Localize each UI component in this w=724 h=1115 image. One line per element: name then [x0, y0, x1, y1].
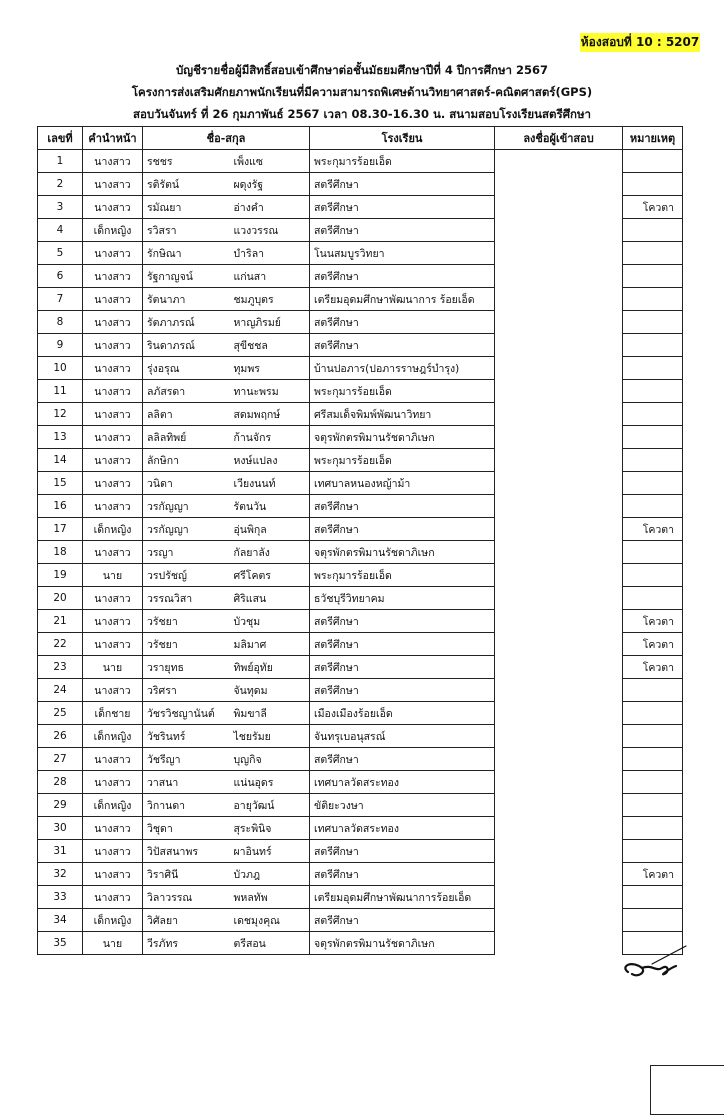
row-school: ศรีสมเด็จพิมพ์พัฒนาวิทยา	[310, 403, 495, 426]
row-last-name: ศรีโคตร	[230, 564, 310, 587]
table-row	[38, 909, 683, 932]
row-number: 29	[38, 794, 83, 817]
row-number: 25	[38, 702, 83, 725]
header-signature: ลงชื่อผู้เข้าสอบ	[495, 127, 623, 150]
row-school: จันทรุเบอนุสรณ์	[310, 725, 495, 748]
row-prefix: นาย	[83, 564, 143, 587]
row-school: สตรีศึกษา	[310, 219, 495, 242]
row-last-name: ทิพย์อุทัย	[230, 656, 310, 679]
row-first-name: วนิดา	[143, 472, 230, 495]
table-row	[38, 679, 683, 702]
row-number: 35	[38, 932, 83, 955]
row-school: สตรีศึกษา	[310, 196, 495, 219]
row-last-name: อายุวัฒน์	[230, 794, 310, 817]
row-prefix: เด็กชาย	[83, 702, 143, 725]
row-school: สตรีศึกษา	[310, 863, 495, 886]
row-last-name: พิมขาลี	[230, 702, 310, 725]
row-number: 1	[38, 150, 83, 173]
row-school: สตรีศึกษา	[310, 311, 495, 334]
row-last-name: หาญภิรมย์	[230, 311, 310, 334]
row-school: สตรีศึกษา	[310, 173, 495, 196]
row-note	[623, 380, 683, 403]
row-last-name: กัลยาลัง	[230, 541, 310, 564]
table-row	[38, 426, 683, 449]
row-prefix: นางสาว	[83, 886, 143, 909]
row-note: โควตา	[623, 656, 683, 679]
row-note: โควตา	[623, 518, 683, 541]
row-first-name: วรัชยา	[143, 633, 230, 656]
row-last-name: แน่นอุดร	[230, 771, 310, 794]
row-prefix: เด็กหญิง	[83, 219, 143, 242]
row-first-name: วริศรา	[143, 679, 230, 702]
table-row	[38, 403, 683, 426]
row-note	[623, 886, 683, 909]
row-first-name: รักษิณา	[143, 242, 230, 265]
row-note	[623, 541, 683, 564]
row-note	[623, 426, 683, 449]
row-prefix: นางสาว	[83, 173, 143, 196]
header-no: เลขที่	[38, 127, 83, 150]
row-school: สตรีศึกษา	[310, 748, 495, 771]
table-row	[38, 886, 683, 909]
row-last-name: เพ็งแซ	[230, 150, 310, 173]
row-note	[623, 173, 683, 196]
row-school: สตรีศึกษา	[310, 495, 495, 518]
row-note	[623, 725, 683, 748]
row-note	[623, 150, 683, 173]
row-note	[623, 840, 683, 863]
row-last-name: บุญกิจ	[230, 748, 310, 771]
row-first-name: วรญา	[143, 541, 230, 564]
row-signature-cell	[650, 1065, 724, 1115]
table-row	[38, 219, 683, 242]
table-row	[38, 541, 683, 564]
row-number: 3	[38, 196, 83, 219]
row-first-name: วรกัญญา	[143, 518, 230, 541]
row-number: 10	[38, 357, 83, 380]
row-number: 30	[38, 817, 83, 840]
row-last-name: สุระพินิจ	[230, 817, 310, 840]
row-first-name: วิลาวรรณ	[143, 886, 230, 909]
row-first-name: วรรณวิสา	[143, 587, 230, 610]
row-note	[623, 587, 683, 610]
table-row	[38, 449, 683, 472]
row-first-name: ลภัสรดา	[143, 380, 230, 403]
row-note	[623, 219, 683, 242]
row-school: สตรีศึกษา	[310, 909, 495, 932]
row-number: 6	[38, 265, 83, 288]
row-number: 21	[38, 610, 83, 633]
table-row	[38, 633, 683, 656]
row-prefix: นางสาว	[83, 196, 143, 219]
row-first-name: วรายุทธ	[143, 656, 230, 679]
row-prefix: เด็กหญิง	[83, 794, 143, 817]
row-last-name: จันทุดม	[230, 679, 310, 702]
table-row	[38, 311, 683, 334]
row-prefix: นางสาว	[83, 449, 143, 472]
row-number: 33	[38, 886, 83, 909]
row-number: 34	[38, 909, 83, 932]
table-row	[38, 380, 683, 403]
row-last-name: เวียงนนท์	[230, 472, 310, 495]
row-prefix: นางสาว	[83, 380, 143, 403]
row-prefix: นางสาว	[83, 150, 143, 173]
candidate-table	[37, 126, 683, 955]
row-school: ขัติยะวงษา	[310, 794, 495, 817]
row-first-name: รติรัตน์	[143, 173, 230, 196]
table-row	[38, 173, 683, 196]
table-row	[38, 150, 683, 173]
row-last-name: มลิมาศ	[230, 633, 310, 656]
table-row	[38, 357, 683, 380]
row-school: สตรีศึกษา	[310, 334, 495, 357]
row-last-name: ชมภูบุตร	[230, 288, 310, 311]
row-last-name: บัวชุม	[230, 610, 310, 633]
row-last-name: บำริลา	[230, 242, 310, 265]
row-prefix: นางสาว	[83, 426, 143, 449]
row-school: จตุรพักตรพิมานรัชดาภิเษก	[310, 426, 495, 449]
header-prefix: คำนำหน้า	[83, 127, 143, 150]
row-school: เทศบาลวัดสระทอง	[310, 771, 495, 794]
row-note: โควตา	[623, 610, 683, 633]
row-first-name: รินดาภรณ์	[143, 334, 230, 357]
row-prefix: นางสาว	[83, 288, 143, 311]
row-number: 7	[38, 288, 83, 311]
row-first-name: วิกานดา	[143, 794, 230, 817]
row-school: เมืองเมืองร้อยเอ็ด	[310, 702, 495, 725]
row-school: สตรีศึกษา	[310, 518, 495, 541]
table-row	[38, 518, 683, 541]
row-school: สตรีศึกษา	[310, 679, 495, 702]
row-last-name: หงษ์แปลง	[230, 449, 310, 472]
table-row	[38, 334, 683, 357]
row-school: โนนสมบูรวิทยา	[310, 242, 495, 265]
row-prefix: เด็กหญิง	[83, 909, 143, 932]
header-note: หมายเหตุ	[623, 127, 683, 150]
row-last-name: อ่างคำ	[230, 196, 310, 219]
row-last-name: ไชยรัมย	[230, 725, 310, 748]
row-first-name: วิราศินี	[143, 863, 230, 886]
row-school: สตรีศึกษา	[310, 656, 495, 679]
table-row	[38, 817, 683, 840]
row-last-name: เดชมุงคุณ	[230, 909, 310, 932]
row-number: 19	[38, 564, 83, 587]
row-prefix: นางสาว	[83, 748, 143, 771]
row-school: เทศบาลวัดสระทอง	[310, 817, 495, 840]
row-note	[623, 794, 683, 817]
row-number: 20	[38, 587, 83, 610]
table-row	[38, 771, 683, 794]
table-row	[38, 748, 683, 771]
row-note	[623, 472, 683, 495]
row-prefix: นาย	[83, 932, 143, 955]
row-school: พระกุมารร้อยเอ็ด	[310, 564, 495, 587]
row-number: 12	[38, 403, 83, 426]
row-note	[623, 334, 683, 357]
row-prefix: เด็กหญิง	[83, 518, 143, 541]
exam-room-label: ห้องสอบที่ 10 : 5207	[580, 33, 700, 52]
table-row	[38, 932, 683, 955]
row-school: จตุรพักตรพิมานรัชดาภิเษก	[310, 932, 495, 955]
row-note	[623, 265, 683, 288]
table-row	[38, 656, 683, 679]
table-row	[38, 242, 683, 265]
row-last-name: พหลทัพ	[230, 886, 310, 909]
row-note	[623, 702, 683, 725]
row-number: 11	[38, 380, 83, 403]
row-note	[623, 564, 683, 587]
row-number: 22	[38, 633, 83, 656]
row-number: 31	[38, 840, 83, 863]
row-note	[623, 311, 683, 334]
row-last-name: ทุมพร	[230, 357, 310, 380]
row-number: 2	[38, 173, 83, 196]
row-note	[623, 817, 683, 840]
table-row	[38, 794, 683, 817]
table-row	[38, 288, 683, 311]
row-first-name: รัฐกาญจน์	[143, 265, 230, 288]
row-school: พระกุมารร้อยเอ็ด	[310, 150, 495, 173]
row-number: 16	[38, 495, 83, 518]
row-last-name: แวงวรรณ	[230, 219, 310, 242]
row-last-name: รัตนวัน	[230, 495, 310, 518]
row-prefix: นางสาว	[83, 472, 143, 495]
row-number: 18	[38, 541, 83, 564]
table-row	[38, 610, 683, 633]
row-first-name: วิปัสสนาพร	[143, 840, 230, 863]
row-prefix: นางสาว	[83, 610, 143, 633]
row-prefix: เด็กหญิง	[83, 725, 143, 748]
row-number: 14	[38, 449, 83, 472]
row-last-name: ก้านจักร	[230, 426, 310, 449]
row-school: พระกุมารร้อยเอ็ด	[310, 380, 495, 403]
row-number: 23	[38, 656, 83, 679]
row-number: 28	[38, 771, 83, 794]
row-first-name: รชชร	[143, 150, 230, 173]
row-school: ธวัชบุรีวิทยาคม	[310, 587, 495, 610]
row-note	[623, 909, 683, 932]
row-first-name: วิศัลยา	[143, 909, 230, 932]
row-first-name: วรปรัชญ์	[143, 564, 230, 587]
row-first-name: รมัณยา	[143, 196, 230, 219]
row-prefix: นางสาว	[83, 863, 143, 886]
row-number: 17	[38, 518, 83, 541]
row-note: โควตา	[623, 863, 683, 886]
row-last-name: สดมพฤกษ์	[230, 403, 310, 426]
table-row	[38, 196, 683, 219]
row-number: 9	[38, 334, 83, 357]
row-prefix: นางสาว	[83, 840, 143, 863]
row-prefix: นางสาว	[83, 817, 143, 840]
row-last-name: ทานะพรม	[230, 380, 310, 403]
table-row	[38, 495, 683, 518]
row-note	[623, 449, 683, 472]
row-prefix: นางสาว	[83, 495, 143, 518]
row-prefix: นางสาว	[83, 679, 143, 702]
row-first-name: ลักษิกา	[143, 449, 230, 472]
table-row	[38, 840, 683, 863]
row-first-name: รุ่งอรุณ	[143, 357, 230, 380]
row-last-name: อุ่นพิกุล	[230, 518, 310, 541]
row-first-name: วัชรวิชญานันต์	[143, 702, 230, 725]
row-note: โควตา	[623, 633, 683, 656]
row-prefix: นางสาว	[83, 771, 143, 794]
row-last-name: บัวภฎ	[230, 863, 310, 886]
row-first-name: วิชุดา	[143, 817, 230, 840]
row-note	[623, 748, 683, 771]
row-prefix: นาย	[83, 656, 143, 679]
signature-mark	[612, 938, 692, 986]
header-school: โรงเรียน	[310, 127, 495, 150]
row-first-name: ลลิตา	[143, 403, 230, 426]
row-school: เตรียมอุดมศึกษาพัฒนาการ ร้อยเอ็ด	[310, 288, 495, 311]
table-row	[38, 863, 683, 886]
row-note	[623, 495, 683, 518]
row-number: 8	[38, 311, 83, 334]
row-school: สตรีศึกษา	[310, 633, 495, 656]
row-prefix: นางสาว	[83, 587, 143, 610]
row-number: 4	[38, 219, 83, 242]
row-prefix: นางสาว	[83, 311, 143, 334]
row-school: บ้านปอภาร(ปอภารราษฎร์บำรุง)	[310, 357, 495, 380]
row-school: สตรีศึกษา	[310, 610, 495, 633]
row-number: 27	[38, 748, 83, 771]
table-row	[38, 472, 683, 495]
row-number: 5	[38, 242, 83, 265]
row-note	[623, 242, 683, 265]
row-note	[623, 771, 683, 794]
row-prefix: นางสาว	[83, 357, 143, 380]
header-name: ชื่อ-สกุล	[143, 127, 310, 150]
row-school: เตรียมอุดมศึกษาพัฒนาการร้อยเอ็ด	[310, 886, 495, 909]
row-last-name: ศิริแสน	[230, 587, 310, 610]
row-number: 15	[38, 472, 83, 495]
row-school: พระกุมารร้อยเอ็ด	[310, 449, 495, 472]
row-school: เทศบาลหนองหญ้าม้า	[310, 472, 495, 495]
row-first-name: วาสนา	[143, 771, 230, 794]
exam-date-line: สอบวันจันทร์ ที่ 26 กุมภาพันธ์ 2567 เวลา 08.30-16.30 น. สนามสอบโรงเรียนสตรีศึกษา	[0, 106, 724, 124]
project-subtitle: โครงการส่งเสริมศักยภาพนักเรียนที่มีความสามารถพิเศษด้านวิทยาศาสตร์-คณิตศาสตร์(GPS)	[0, 84, 724, 102]
row-prefix: นางสาว	[83, 633, 143, 656]
row-school: สตรีศึกษา	[310, 265, 495, 288]
row-last-name: แก่นสา	[230, 265, 310, 288]
row-prefix: นางสาว	[83, 334, 143, 357]
row-first-name: วัชรีญา	[143, 748, 230, 771]
row-last-name: ผาอินทร์	[230, 840, 310, 863]
table-row	[38, 564, 683, 587]
table-row	[38, 702, 683, 725]
row-first-name: วรัชยา	[143, 610, 230, 633]
table-row	[38, 265, 683, 288]
row-first-name: รัตภาภรณ์	[143, 311, 230, 334]
row-prefix: นางสาว	[83, 242, 143, 265]
row-first-name: รัตนาภา	[143, 288, 230, 311]
row-school: สตรีศึกษา	[310, 840, 495, 863]
row-number: 13	[38, 426, 83, 449]
row-note	[623, 403, 683, 426]
table-row	[38, 725, 683, 748]
row-last-name: สุขีชชล	[230, 334, 310, 357]
row-first-name: วีรภัทร	[143, 932, 230, 955]
row-last-name: ผดุงรัฐ	[230, 173, 310, 196]
row-prefix: นางสาว	[83, 541, 143, 564]
row-number: 32	[38, 863, 83, 886]
row-first-name: รวิสรา	[143, 219, 230, 242]
row-number: 26	[38, 725, 83, 748]
table-header-row	[38, 127, 683, 150]
row-number: 24	[38, 679, 83, 702]
row-note	[623, 288, 683, 311]
row-prefix: นางสาว	[83, 403, 143, 426]
row-school: จตุรพักตรพิมานรัชดาภิเษก	[310, 541, 495, 564]
row-first-name: วัชรินทร์	[143, 725, 230, 748]
row-prefix: นางสาว	[83, 265, 143, 288]
row-note	[623, 357, 683, 380]
row-note	[623, 679, 683, 702]
row-first-name: วรกัญญา	[143, 495, 230, 518]
table-row	[38, 587, 683, 610]
row-last-name: ตรีสอน	[230, 932, 310, 955]
row-note: โควตา	[623, 196, 683, 219]
row-first-name: ลลิลทิพย์	[143, 426, 230, 449]
document-title: บัญชีรายชื่อผู้มีสิทธิ์สอบเข้าศึกษาต่อชั้นมัธยมศึกษาปีที่ 4 ปีการศึกษา 2567	[0, 62, 724, 80]
